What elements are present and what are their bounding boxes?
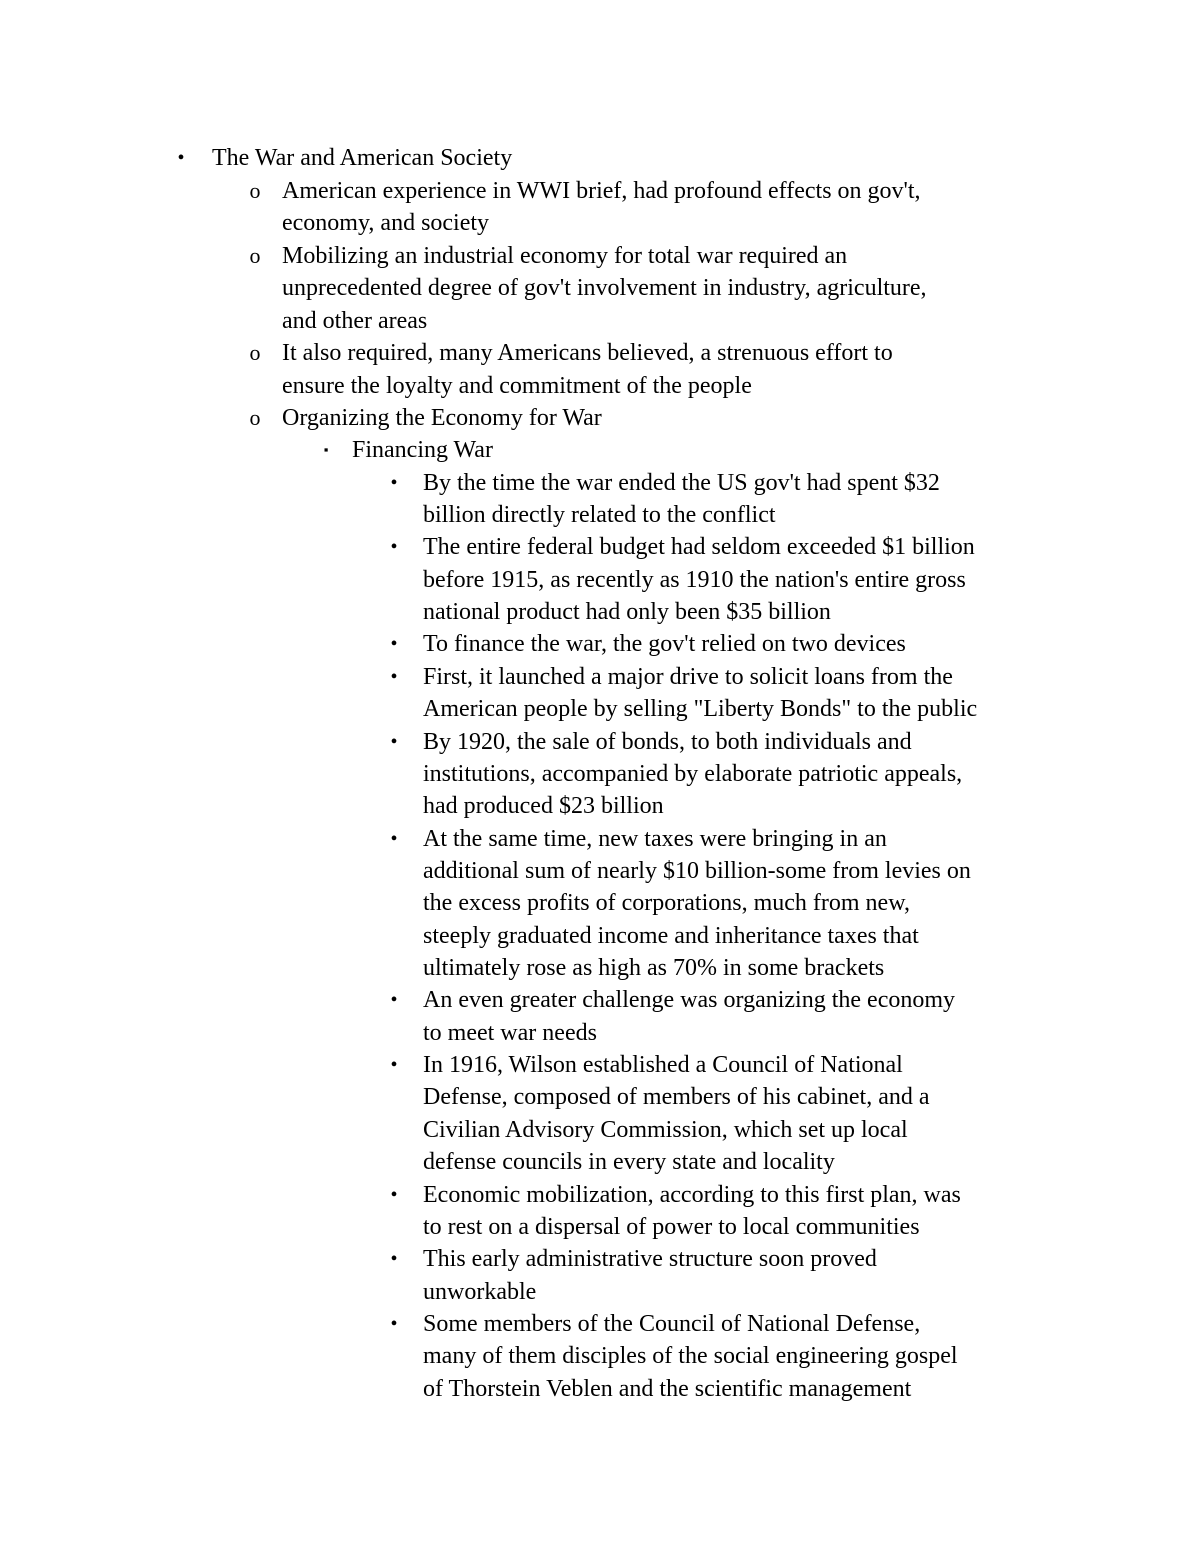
- sub-bullet-marker: o: [249, 178, 261, 203]
- detail-line: Civilian Advisory Commission, which set up local: [423, 1117, 908, 1143]
- detail-line: to meet war needs: [423, 1020, 597, 1046]
- detail-bullet-marker: •: [390, 731, 398, 753]
- detail-bullet-marker: •: [390, 472, 398, 494]
- detail-bullet-marker: •: [390, 1248, 398, 1270]
- section-financing-war: Financing War: [352, 437, 493, 463]
- sub-item-line: Mobilizing an industrial economy for total war required an: [282, 243, 848, 269]
- detail-line: billion directly related to the conflict: [423, 502, 776, 528]
- sub-item-line: unprecedented degree of gov't involvement in industry, agriculture,: [282, 275, 927, 301]
- sub-item-line: It also required, many Americans believed, a strenuous effort to: [282, 340, 893, 366]
- detail-line: to rest on a dispersal of power to local communities: [423, 1214, 920, 1240]
- detail-line: At the same time, new taxes were bringing in an: [423, 826, 887, 852]
- detail-line: had produced $23 billion: [423, 793, 664, 819]
- detail-line: national product had only been $35 billion: [423, 599, 831, 625]
- detail-line: This early administrative structure soon proved: [423, 1246, 877, 1272]
- detail-line: Economic mobilization, according to this first plan, was: [423, 1182, 961, 1208]
- sub-item-line: Organizing the Economy for War: [282, 405, 602, 431]
- detail-bullet-marker: •: [390, 536, 398, 558]
- sub-item-line: and other areas: [282, 308, 428, 334]
- sub-bullet-marker: o: [249, 405, 261, 430]
- detail-bullet-marker: •: [390, 989, 398, 1011]
- detail-line: American people by selling "Liberty Bonds" to the public: [423, 696, 978, 722]
- detail-line: The entire federal budget had seldom exceeded $1 billion: [423, 534, 975, 560]
- detail-line: the excess profits of corporations, much from new,: [423, 890, 910, 916]
- detail-line: ultimately rose as high as 70% in some brackets: [423, 955, 885, 981]
- square-bullet-marker: ▪: [323, 442, 329, 457]
- detail-bullet-marker: •: [390, 1184, 398, 1206]
- detail-line: many of them disciples of the social engineering gospel: [423, 1343, 958, 1369]
- detail-line: before 1915, as recently as 1910 the nation's entire gross: [423, 567, 966, 593]
- detail-line: An even greater challenge was organizing the economy: [423, 987, 956, 1013]
- detail-line: By the time the war ended the US gov't had spent $32: [423, 470, 940, 496]
- detail-bullet-marker: •: [390, 666, 398, 688]
- detail-bullet-marker: •: [390, 1054, 398, 1076]
- bullet-marker: •: [177, 147, 185, 169]
- detail-line: defense councils in every state and locality: [423, 1149, 835, 1175]
- detail-line: Some members of the Council of National Defense,: [423, 1311, 921, 1337]
- sub-item-line: ensure the loyalty and commitment of the people: [282, 373, 752, 399]
- sub-item-line: American experience in WWI brief, had profound effects on gov't,: [282, 178, 921, 204]
- detail-bullet-marker: •: [390, 1313, 398, 1335]
- detail-line: steeply graduated income and inheritance taxes that: [423, 923, 919, 949]
- detail-line: In 1916, Wilson established a Council of National: [423, 1052, 903, 1078]
- detail-line: First, it launched a major drive to solicit loans from the: [423, 664, 953, 690]
- detail-line: Defense, composed of members of his cabinet, and a: [423, 1084, 930, 1110]
- detail-line: By 1920, the sale of bonds, to both individuals and: [423, 729, 912, 755]
- detail-line: unworkable: [423, 1279, 537, 1305]
- sub-bullet-marker: o: [249, 243, 261, 268]
- detail-line: of Thorstein Veblen and the scientific management: [423, 1376, 912, 1402]
- detail-line: To finance the war, the gov't relied on two devices: [423, 631, 906, 657]
- heading-the-war-and-american-society: The War and American Society: [212, 145, 513, 171]
- detail-line: institutions, accompanied by elaborate patriotic appeals,: [423, 761, 963, 787]
- detail-line: additional sum of nearly $10 billion-some from levies on: [423, 858, 971, 884]
- sub-item-line: economy, and society: [282, 210, 490, 236]
- detail-bullet-marker: •: [390, 633, 398, 655]
- sub-bullet-marker: o: [249, 340, 261, 365]
- detail-bullet-marker: •: [390, 828, 398, 850]
